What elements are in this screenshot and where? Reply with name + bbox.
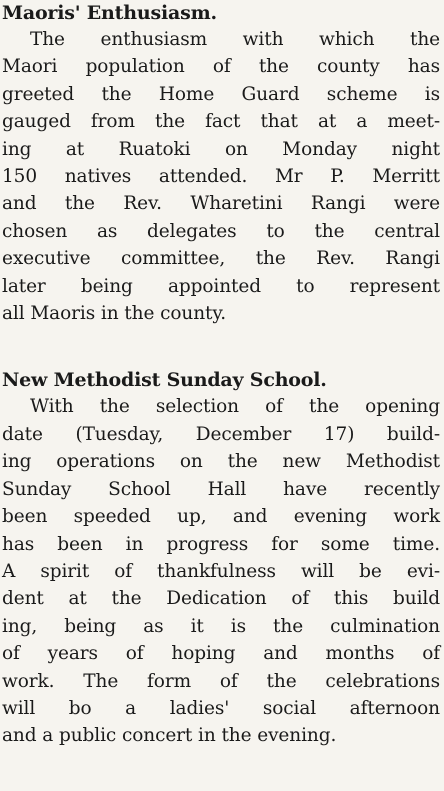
article-new-methodist-sunday-school <box>2 367 440 749</box>
article-line: date (Tuesday, December 17) build- <box>2 423 440 445</box>
article-line: ing operations on the new Methodist <box>2 451 440 473</box>
article-line: of years of hoping and months of <box>2 643 440 665</box>
article-line: Sunday School Hall have recently <box>2 478 440 500</box>
article-body <box>2 26 440 327</box>
article-line: A spirit of thankfulness will be evi- <box>2 560 440 582</box>
article-line: ing, being as it is the culmination <box>2 615 440 637</box>
article-line: 150 natives attended. Mr P. Merritt <box>2 166 440 188</box>
article-headline: New Methodist Sunday School. <box>2 369 327 392</box>
article-maoris-enthusiasm <box>2 0 440 327</box>
article-line: Maori population of the county has <box>2 56 440 78</box>
article-line: later being appointed to represent <box>2 275 440 297</box>
article-line: all Maoris in the county. <box>2 303 227 325</box>
article-line: will bo a ladies' social afternoon <box>2 697 440 719</box>
article-line: has been in progress for some time. <box>2 533 440 555</box>
article-line: gauged from the fact that at a meet- <box>2 111 440 133</box>
article-separator <box>2 327 440 367</box>
article-line: and the Rev. Wharetini Rangi were <box>2 193 440 215</box>
article-line: With the selection of the opening <box>30 396 440 418</box>
article-line: been speeded up, and evening work <box>2 506 440 528</box>
article-line: work. The form of the celebrations <box>2 670 440 692</box>
article-line: chosen as delegates to the central <box>2 220 440 242</box>
article-line: and a public concert in the evening. <box>2 725 337 747</box>
article-headline: Maoris' Enthusiasm. <box>2 2 217 24</box>
article-line: The enthusiasm with which the <box>30 29 440 50</box>
article-line: executive committee, the Rev. Rangi <box>2 248 440 270</box>
article-line: dent at the Dedication of this build <box>2 588 440 610</box>
article-line: greeted the Home Guard scheme is <box>2 83 440 105</box>
article-body <box>2 393 440 749</box>
article-line: ing at Ruatoki on Monday night <box>2 138 440 160</box>
